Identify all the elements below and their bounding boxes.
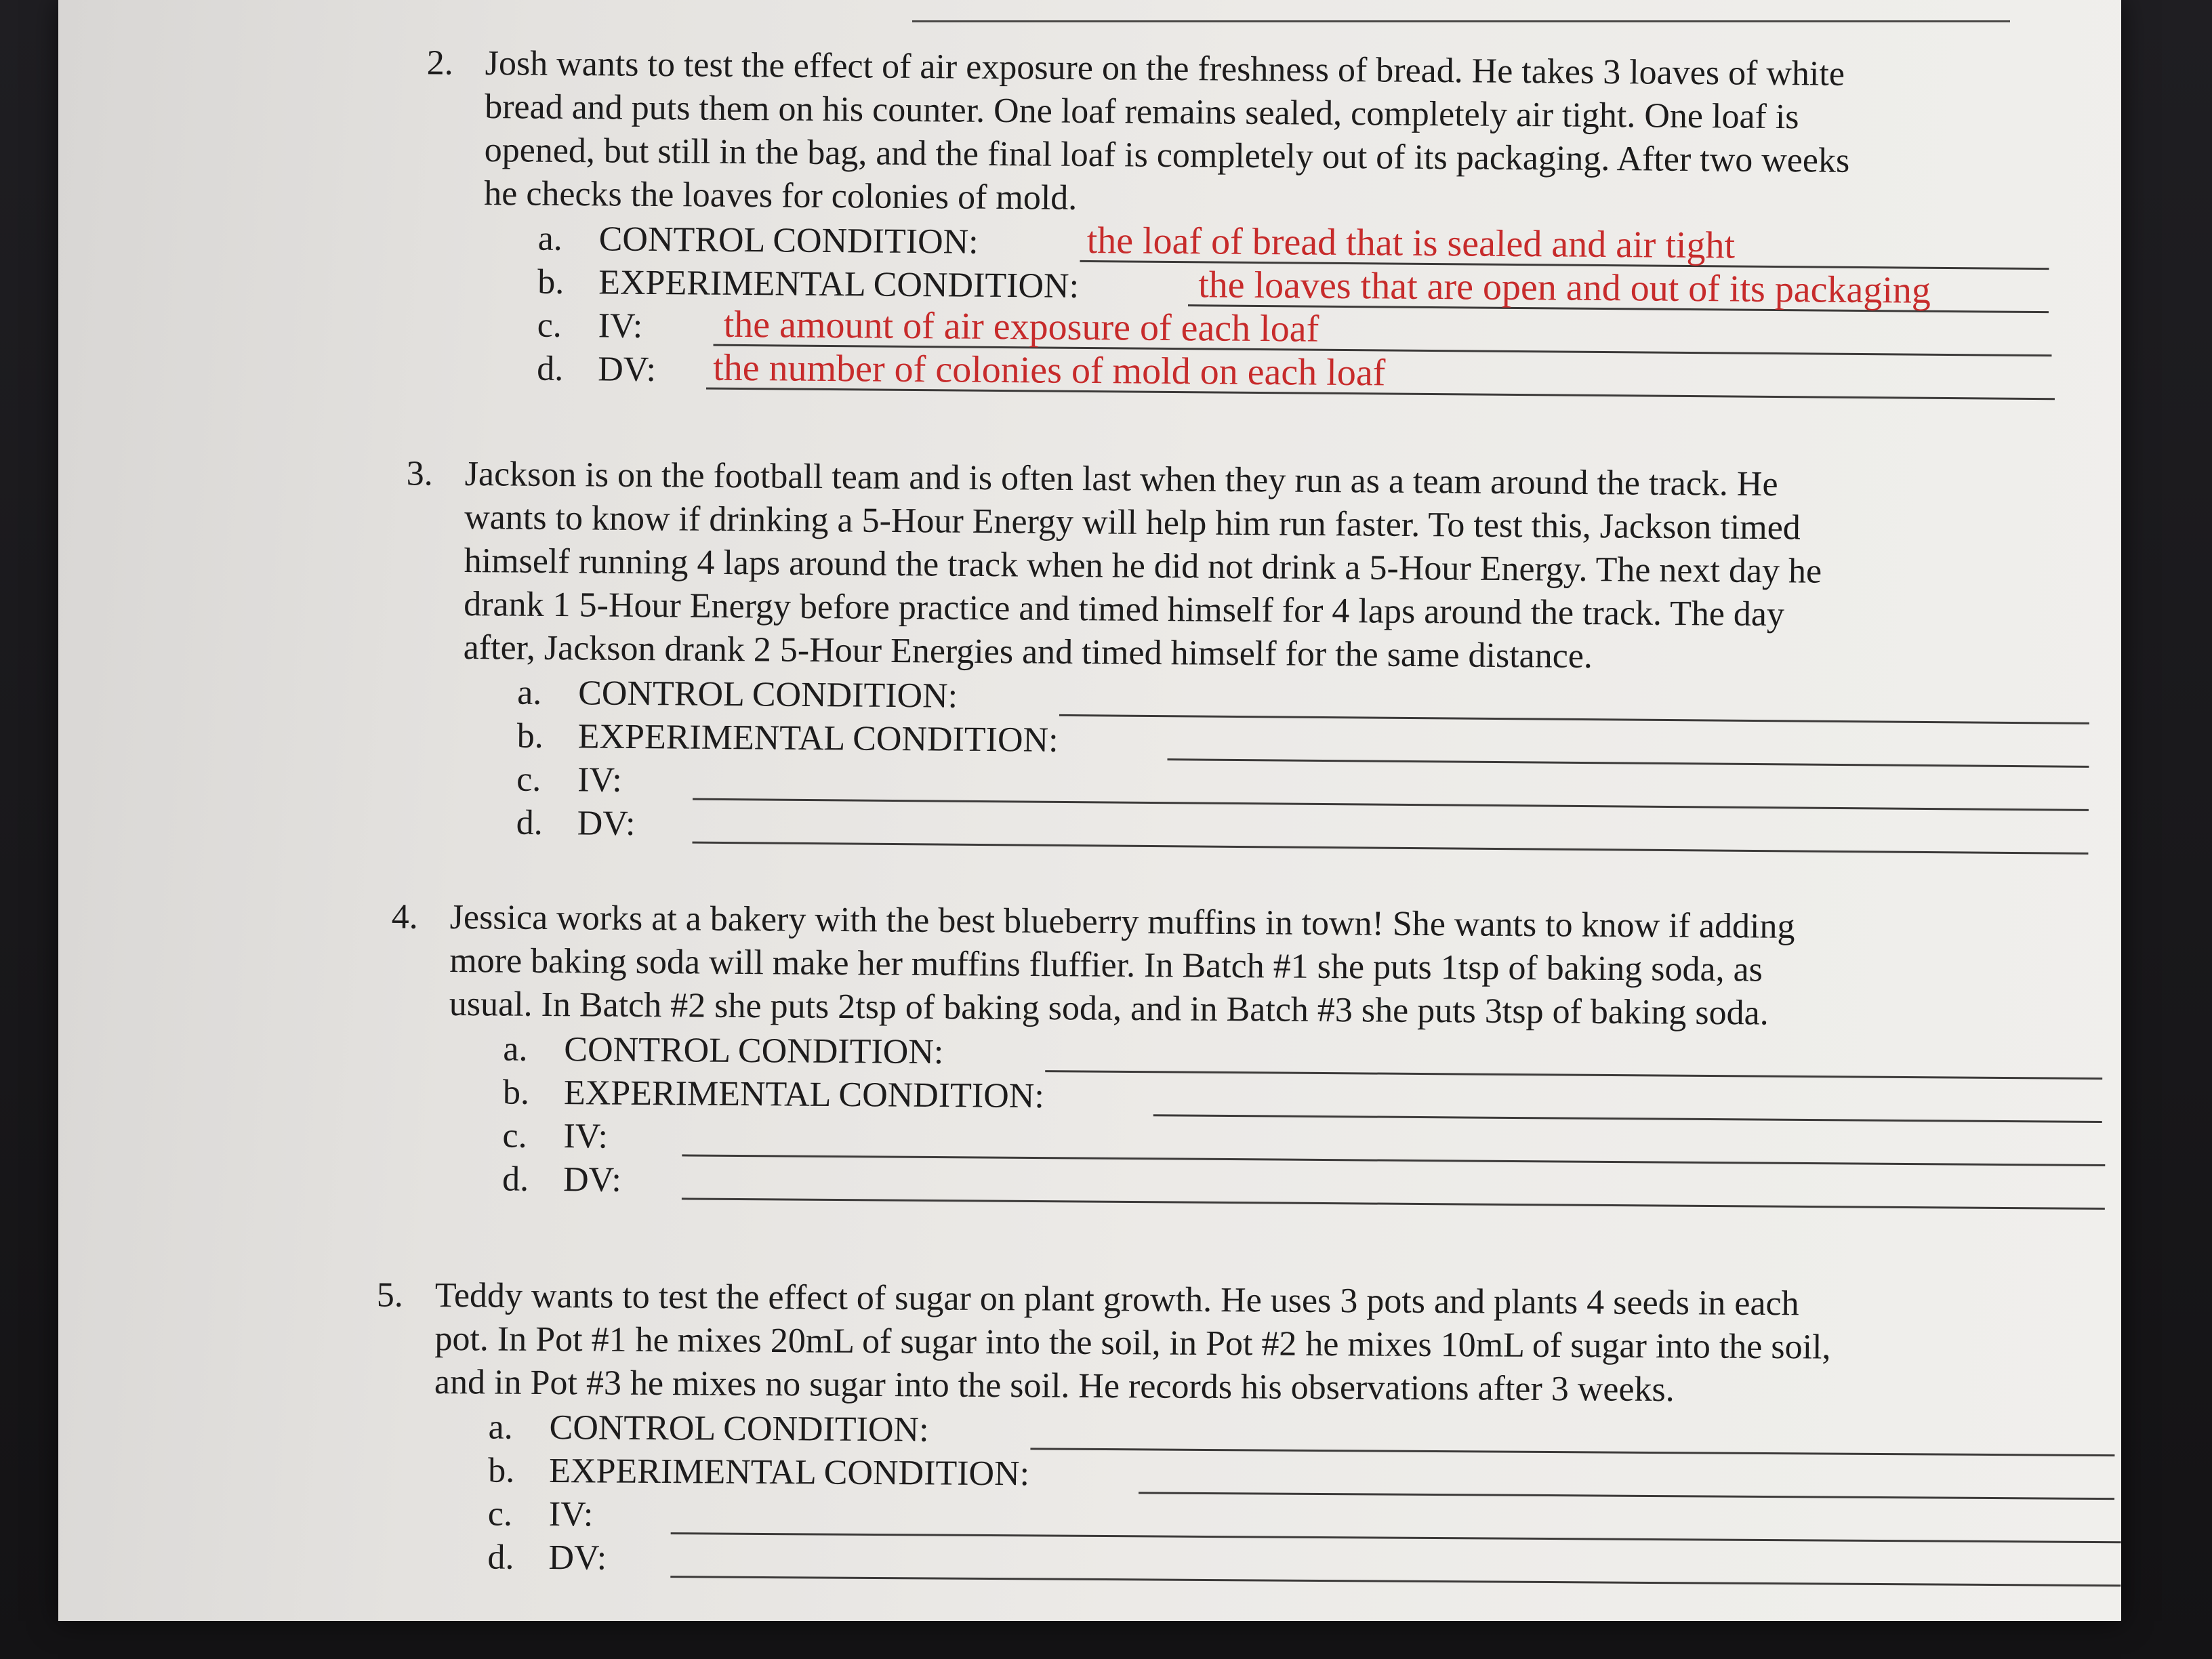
dv-label: DV: [548, 1538, 607, 1578]
item-letter: b. [488, 1451, 515, 1490]
dv-label: DV: [577, 804, 636, 843]
item-letter: c. [487, 1494, 513, 1534]
question-2 [426, 42, 2121, 403]
question-line: Teddy wants to test the effect of sugar on plant growth. He uses 3 pots and plants 4 seeds in each [434, 1276, 1799, 1324]
question-number: 3. [406, 454, 433, 493]
item-letter: c. [502, 1116, 527, 1155]
dv-row [487, 1536, 2080, 1589]
question-line: himself running 4 laps around the track when he did not drink a 5-Hour Energy. The next day he [464, 541, 1822, 591]
question-line: pot. In Pot #1 he mixes 20mL of sugar into the soil, in Pot #2 he mixes 10mL of sugar into the soil, [434, 1319, 1831, 1367]
question-line: drank 1 5-Hour Energy before practice and timed himself for 4 laps around the track. The day [464, 584, 1785, 634]
previous-question-answer-line [912, 20, 2010, 22]
question-5-text [376, 1274, 2082, 1414]
item-letter: a. [516, 673, 542, 712]
dv-answer-line[interactable] [692, 842, 2088, 855]
question-line: wants to know if drinking a 5-Hour Energy will help him run faster. To test this, Jackson timed [464, 497, 1801, 548]
question-line: he checks the loaves for colonies of mold. [484, 173, 1078, 218]
iv-answer: the amount of air exposure of each loaf [723, 303, 1319, 350]
item-letter: c. [516, 760, 541, 799]
item-letter: d. [487, 1538, 514, 1577]
question-line: Jackson is on the football team and is often last when they run as a team around the track. He [464, 454, 1778, 504]
question-line: usual. In Batch #2 she puts 2tsp of baking soda, and in Batch #3 she puts 3tsp of baking soda. [449, 984, 1769, 1033]
question-2-text [426, 42, 2121, 228]
control-condition-answer: the loaf of bread that is sealed and air tight [1086, 219, 1736, 267]
item-letter: b. [537, 262, 565, 302]
iv-label: IV: [598, 306, 643, 346]
control-condition-label: CONTROL CONDITION: [598, 220, 979, 262]
experimental-condition-label: EXPERIMENTAL CONDITION: [598, 263, 1080, 306]
question-line: and in Pot #3 he mixes no sugar into the soil. He records his observations after 3 weeks. [434, 1362, 1675, 1410]
experimental-condition-label: EXPERIMENTAL CONDITION: [563, 1073, 1045, 1116]
question-line: Josh wants to test the effect of air exposure on the freshness of bread. He takes 3 loaves of white [485, 43, 1845, 94]
dv-answer-line[interactable] [670, 1576, 2121, 1586]
control-condition-label: CONTROL CONDITION: [564, 1030, 944, 1072]
question-number: 2. [426, 43, 453, 83]
iv-label: IV: [548, 1495, 594, 1534]
question-3 [406, 453, 2111, 857]
control-condition-label: CONTROL CONDITION: [577, 674, 958, 716]
dv-answer-line[interactable] [682, 1197, 2105, 1210]
question-line: more baking soda will make her muffins fluffier. In Batch #1 she puts 1tsp of baking soda, as [449, 941, 1763, 989]
item-letter: a. [488, 1408, 513, 1447]
iv-label: IV: [563, 1117, 609, 1156]
question-4 [391, 896, 2097, 1212]
experimental-condition-label: EXPERIMENTAL CONDITION: [577, 717, 1059, 760]
item-letter: d. [516, 803, 543, 842]
question-number: 4. [391, 897, 418, 937]
question-3-text [406, 453, 2111, 682]
worksheet-page [58, 0, 2121, 1621]
question-number: 5. [376, 1275, 403, 1315]
control-condition-label: CONTROL CONDITION: [549, 1408, 929, 1450]
iv-label: IV: [577, 760, 622, 800]
question-line: after, Jackson drank 2 5-Hour Energies and timed himself for the same distance. [463, 628, 1593, 676]
item-letter: d. [501, 1160, 529, 1199]
question-line: opened, but still in the bag, and the final loaf is completely out of its packaging. After two weeks [484, 130, 1850, 180]
dv-label: DV: [562, 1160, 621, 1200]
question-line: Jessica works at a bakery with the best blueberry muffins in town! She wants to know if adding [449, 897, 1795, 946]
item-letter: a. [537, 219, 563, 258]
experimental-condition-label: EXPERIMENTAL CONDITION: [549, 1452, 1030, 1494]
question-4-text [391, 896, 2097, 1038]
item-letter: a. [503, 1029, 528, 1069]
item-letter: d. [536, 349, 564, 388]
question-5 [376, 1274, 2082, 1589]
question-line: bread and puts them on his counter. One loaf remains sealed, completely air tight. One loaf is [485, 87, 1799, 137]
item-letter: c. [537, 306, 562, 345]
item-letter: b. [516, 716, 544, 756]
item-letter: b. [502, 1073, 530, 1112]
experimental-condition-answer: the loaves that are open and out of its packaging [1197, 264, 1931, 312]
dv-label: DV: [597, 350, 657, 389]
dv-answer: the number of colonies of mold on each loaf [712, 346, 1386, 394]
